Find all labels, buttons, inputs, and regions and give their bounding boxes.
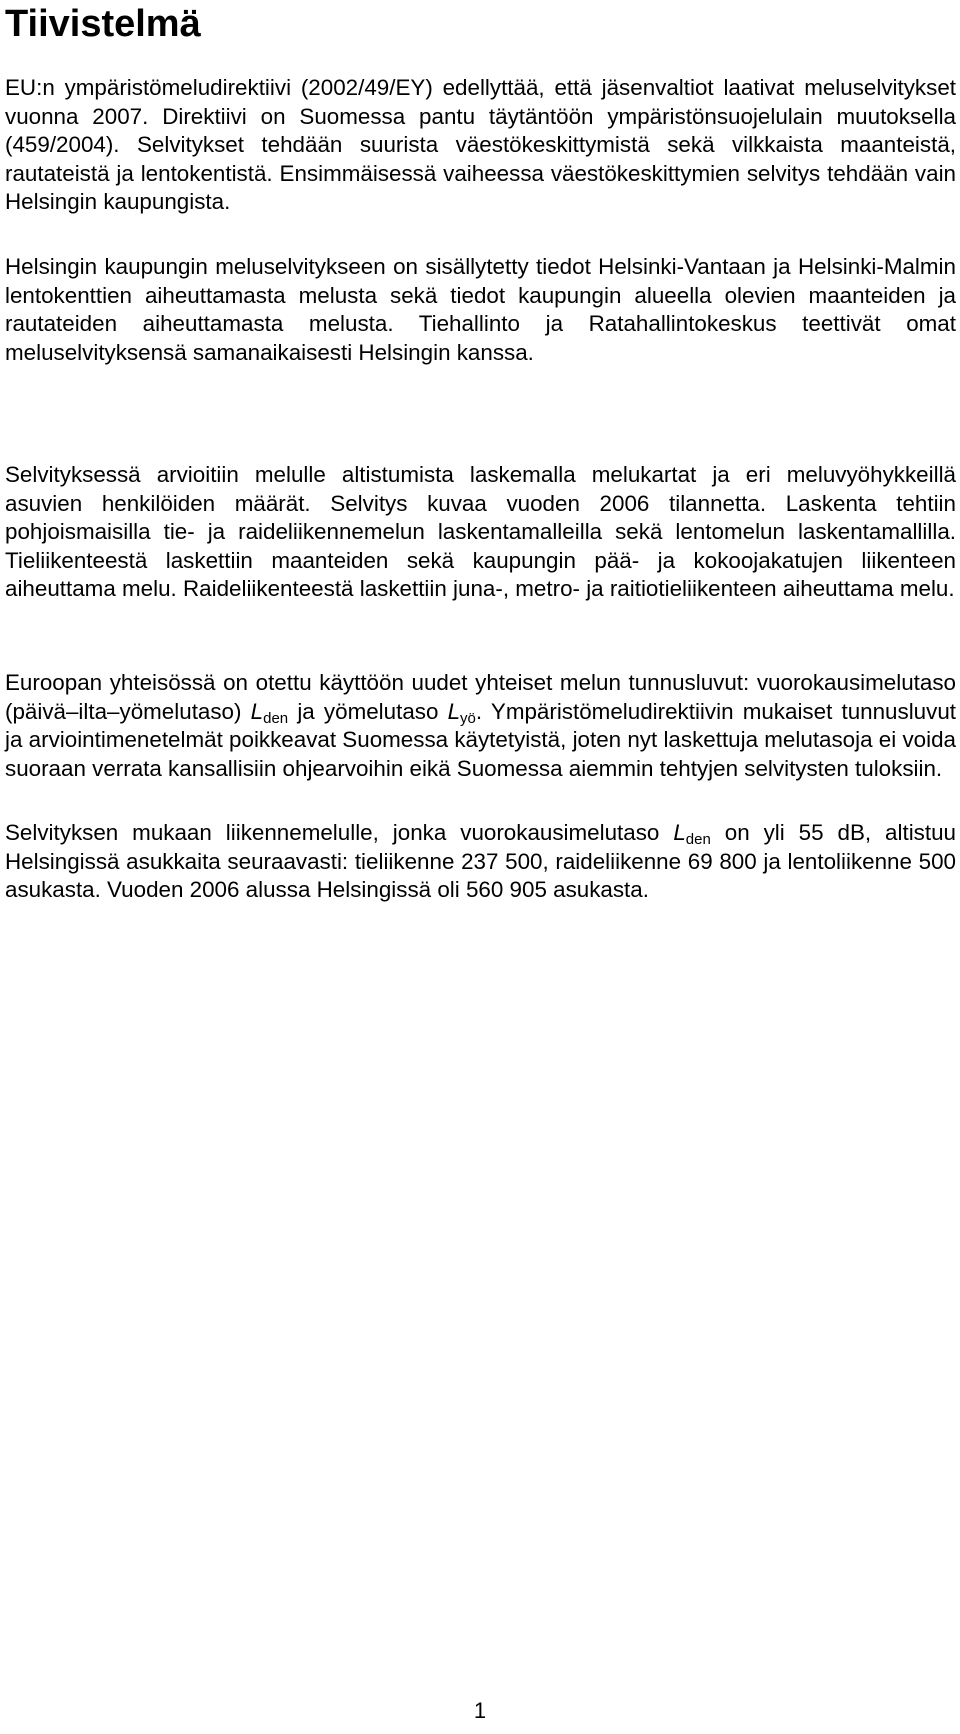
paragraph-indicators-text-1: Euroopan yhteisössä on otettu käyttöön uudet yhteiset melun tunnusluvut: vuorokausimelutaso (päivä–ilta–yömelutaso) xyxy=(5,670,956,724)
document-page xyxy=(5,0,956,903)
lden-symbol: L xyxy=(250,698,264,724)
lyo-subscript: yö xyxy=(460,709,476,727)
lden-subscript: den xyxy=(685,831,711,848)
lden-symbol: L xyxy=(673,820,686,845)
lyo-symbol: L xyxy=(447,698,461,724)
paragraph-exposure-text-2: on yli 55 dB, altistuu Helsingissä asukkaita seuraavasti: tieliikenne 237 500, raideliikenne 69 800 ja lentoliikenne 500 asukasta. Vuoden 2006 alussa Helsingissä oli 560 905 asukasta. xyxy=(5,820,956,903)
paragraph-indicators-text-3: . Ympäristömeludirektiivin mukaiset tunnusluvut ja arviointimenetelmät poikkeavat Suomessa käytetyistä, joten nyt laskettuja melutasoja ei voida suoraan verrata kansallisiin ohjearvoihin eikä Suomessa aiemmin tehtyjen selvitysten tuloksiin. xyxy=(5,698,956,781)
paragraph-exposure-results xyxy=(5,819,956,905)
paragraph-methods: Selvityksessä arvioitiin melulle altistumista laskemalla melukartat ja eri meluvyöhykkeillä asuvien henkilöiden määrät. Selvitys kuvaa vuoden 2006 tilannetta. Laskenta tehtiin pohjoismaisilla tie- ja raideliikennemelun laskentamalleilla sekä lentomelun laskentamallilla. Tieliikenteestä laskettiin maanteiden sekä kaupungin pää- ja kokoojakatujen liikenteen aiheuttama melu. Raideliikenteestä laskettiin juna-, metro- ja raitiotieliikenteen aiheuttama melu. xyxy=(5,462,956,602)
paragraph-exposure-text-1: Selvityksen mukaan liikennemelulle, jonka vuorokausimelutaso xyxy=(5,820,674,845)
paragraph-helsinki-survey: Helsingin kaupungin meluselvitykseen on sisällytetty tiedot Helsinki-Vantaan ja Helsinki-Malmin lentokenttien aiheuttamasta melusta sekä tiedot kaupungin alueella olevien maanteiden ja rautateiden aiheuttamasta melusta. Tiehallinto ja Ratahallintokeskus teettivät omat meluselvityksensä samanaikaisesti Helsingin kanssa. xyxy=(5,254,956,365)
lden-subscript: den xyxy=(263,709,289,727)
paragraph-directive: EU:n ympäristömeludirektiivi (2002/49/EY) edellyttää, että jäsenvaltiot laativat meluselvitykset vuonna 2007. Direktiivi on Suomessa pantu täytäntöön ympäristönsuojelulain muutoksella (459/2004). Selvitykset tehdään suurista väestökeskittymistä sekä vilkkaista maanteistä, rautateistä ja lentokentistä. Ensimmäisessä vaiheessa väestökeskittymien selvitys tehdään vain Helsingin kaupungista. xyxy=(5,75,956,215)
page-title: Tiivistelmä xyxy=(5,3,201,45)
paragraph-indicators-text-2: ja yömelutaso xyxy=(288,698,448,724)
paragraph-indicators xyxy=(5,669,956,783)
page-number: 1 xyxy=(473,1698,487,1723)
